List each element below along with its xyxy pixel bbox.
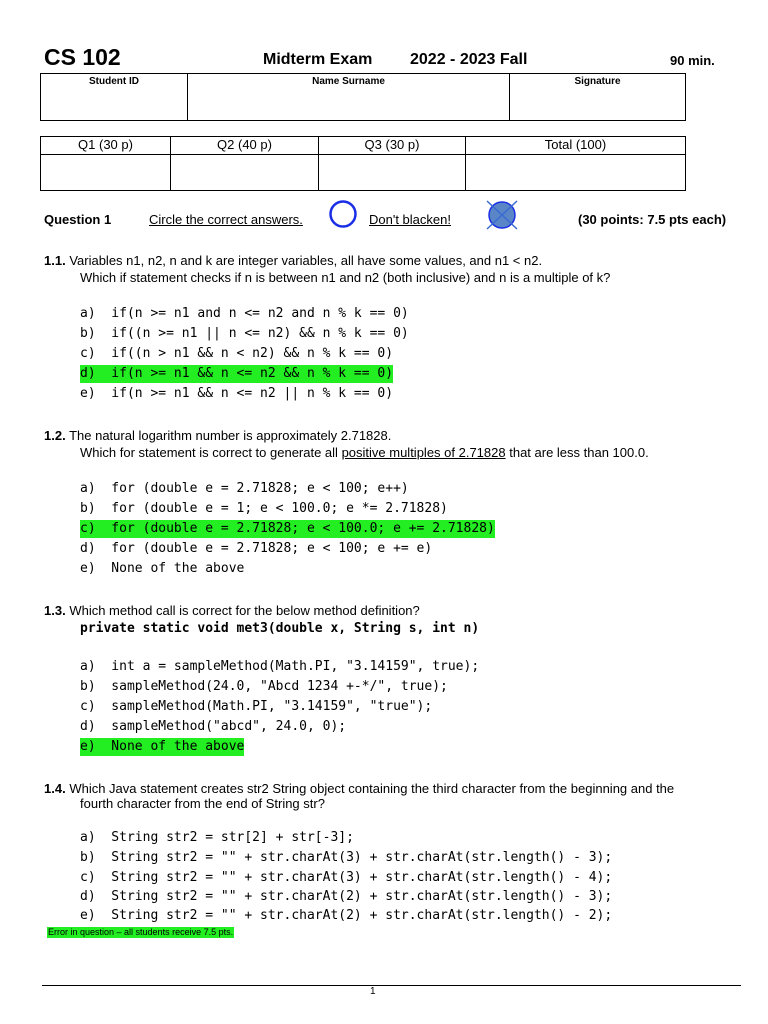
q14-option-d[interactable]: d) String str2 = "" + str.charAt(2) + str.charAt(str.length() - 3); — [80, 889, 613, 904]
q12-line2-post: that are less than 100.0. — [505, 445, 649, 460]
footer-divider — [42, 985, 741, 986]
score-table — [40, 136, 686, 191]
student-id-cell[interactable] — [41, 74, 188, 121]
q11-prompt — [44, 252, 542, 269]
signature-cell[interactable] — [510, 74, 686, 121]
q13-option-b[interactable]: b) sampleMethod(24.0, "Abcd 1234 +-*/", true); — [80, 679, 448, 694]
q14-line1: Which Java statement creates str2 String object containing the third character from the beginning and the — [69, 781, 675, 796]
q13-option-e[interactable]: e) None of the above — [80, 739, 245, 754]
q12-option-b[interactable]: b) for (double e = 1; e < 100.0; e *= 2.71828) — [80, 501, 448, 516]
q12-option-d[interactable]: d) for (double e = 2.71828; e < 100; e += e) — [80, 541, 433, 556]
q13-line1: Which method call is correct for the below method definition? — [69, 603, 420, 618]
q13-number: 1.3. — [44, 603, 66, 618]
score-header-q2: Q2 (40 p) — [171, 137, 319, 155]
exam-duration: 90 min. — [670, 53, 715, 68]
name-surname-cell[interactable] — [188, 74, 510, 121]
q14-number: 1.4. — [44, 781, 66, 796]
q12-option-e[interactable]: e) None of the above — [80, 561, 245, 576]
q14-line2: fourth character from the end of String str? — [80, 796, 325, 811]
score-cell-total[interactable] — [466, 155, 686, 191]
q12-line1: The natural logarithm number is approximately 2.71828. — [69, 428, 392, 443]
question-points: (30 points: 7.5 pts each) — [578, 212, 727, 227]
blackened-example-icon — [484, 198, 520, 232]
q14-option-c[interactable]: c) String str2 = "" + str.charAt(3) + str.charAt(str.length() - 4); — [80, 870, 613, 885]
q14-option-b[interactable]: b) String str2 = "" + str.charAt(3) + str.charAt(str.length() - 3); — [80, 850, 613, 865]
question-title: Question 1 — [44, 212, 112, 227]
q14-option-e[interactable]: e) String str2 = "" + str.charAt(2) + str.charAt(str.length() - 2); — [80, 908, 613, 923]
exam-term: 2022 - 2023 Fall — [410, 51, 528, 68]
q12-line2-underlined: positive multiples of 2.71828 — [341, 445, 506, 460]
q14-option-a[interactable]: a) String str2 = str[2] + str[-3]; — [80, 830, 354, 845]
q12-line2-pre: Which for statement is correct to generate all — [80, 445, 342, 460]
instruction-blacken: Don't blacken! — [369, 212, 451, 227]
score-header-q3: Q3 (30 p) — [319, 137, 466, 155]
q11-option-e[interactable]: e) if(n >= n1 && n <= n2 || n % k == 0) — [80, 386, 394, 401]
q13-prompt — [44, 602, 420, 619]
circle-example-icon — [328, 199, 358, 229]
student-info-table — [40, 73, 686, 121]
q11-option-c[interactable]: c) if((n > n1 && n < n2) && n % k == 0) — [80, 346, 394, 361]
q11-number: 1.1. — [44, 253, 66, 268]
signature-label: Signature — [574, 76, 621, 87]
student-id-label: Student ID — [89, 76, 139, 87]
q12-line2 — [80, 444, 649, 461]
q11-line2: Which if statement checks if n is between n1 and n2 (both inclusive) and n is a multiple of k? — [80, 270, 611, 285]
course-code: CS 102 — [44, 44, 121, 70]
score-header-q1: Q1 (30 p) — [41, 137, 171, 155]
q13-option-a[interactable]: a) int a = sampleMethod(Math.PI, "3.14159", true); — [80, 659, 480, 674]
q11-option-d[interactable]: d) if(n >= n1 && n <= n2 && n % k == 0) — [80, 366, 394, 381]
q13-method-signature: private static void met3(double x, String s, int n) — [80, 621, 480, 636]
q11-option-b[interactable]: b) if((n >= n1 || n <= n2) && n % k == 0) — [80, 326, 409, 341]
score-cell-q2[interactable] — [171, 155, 319, 191]
page-number: 1 — [370, 986, 376, 997]
score-cell-q3[interactable] — [319, 155, 466, 191]
exam-title: Midterm Exam — [263, 51, 373, 68]
q11-line1: Variables n1, n2, n and k are integer variables, all have some values, and n1 < n2. — [69, 253, 543, 268]
q12-prompt — [44, 427, 391, 444]
instruction-circle: Circle the correct answers. — [149, 212, 303, 227]
q13-option-c[interactable]: c) sampleMethod(Math.PI, "3.14159", "true"); — [80, 699, 433, 714]
name-surname-label: Name Surname — [312, 76, 385, 87]
q14-error-note: Error in question – all students receive 7.5 pts. — [48, 927, 234, 937]
q12-option-c[interactable]: c) for (double e = 2.71828; e < 100.0; e += 2.71828) — [80, 521, 495, 536]
score-header-total: Total (100) — [466, 137, 686, 155]
q12-number: 1.2. — [44, 428, 66, 443]
score-cell-q1[interactable] — [41, 155, 171, 191]
q12-option-a[interactable]: a) for (double e = 2.71828; e < 100; e++) — [80, 481, 409, 496]
q13-option-d[interactable]: d) sampleMethod("abcd", 24.0, 0); — [80, 719, 347, 734]
q11-option-a[interactable]: a) if(n >= n1 and n <= n2 and n % k == 0) — [80, 306, 409, 321]
